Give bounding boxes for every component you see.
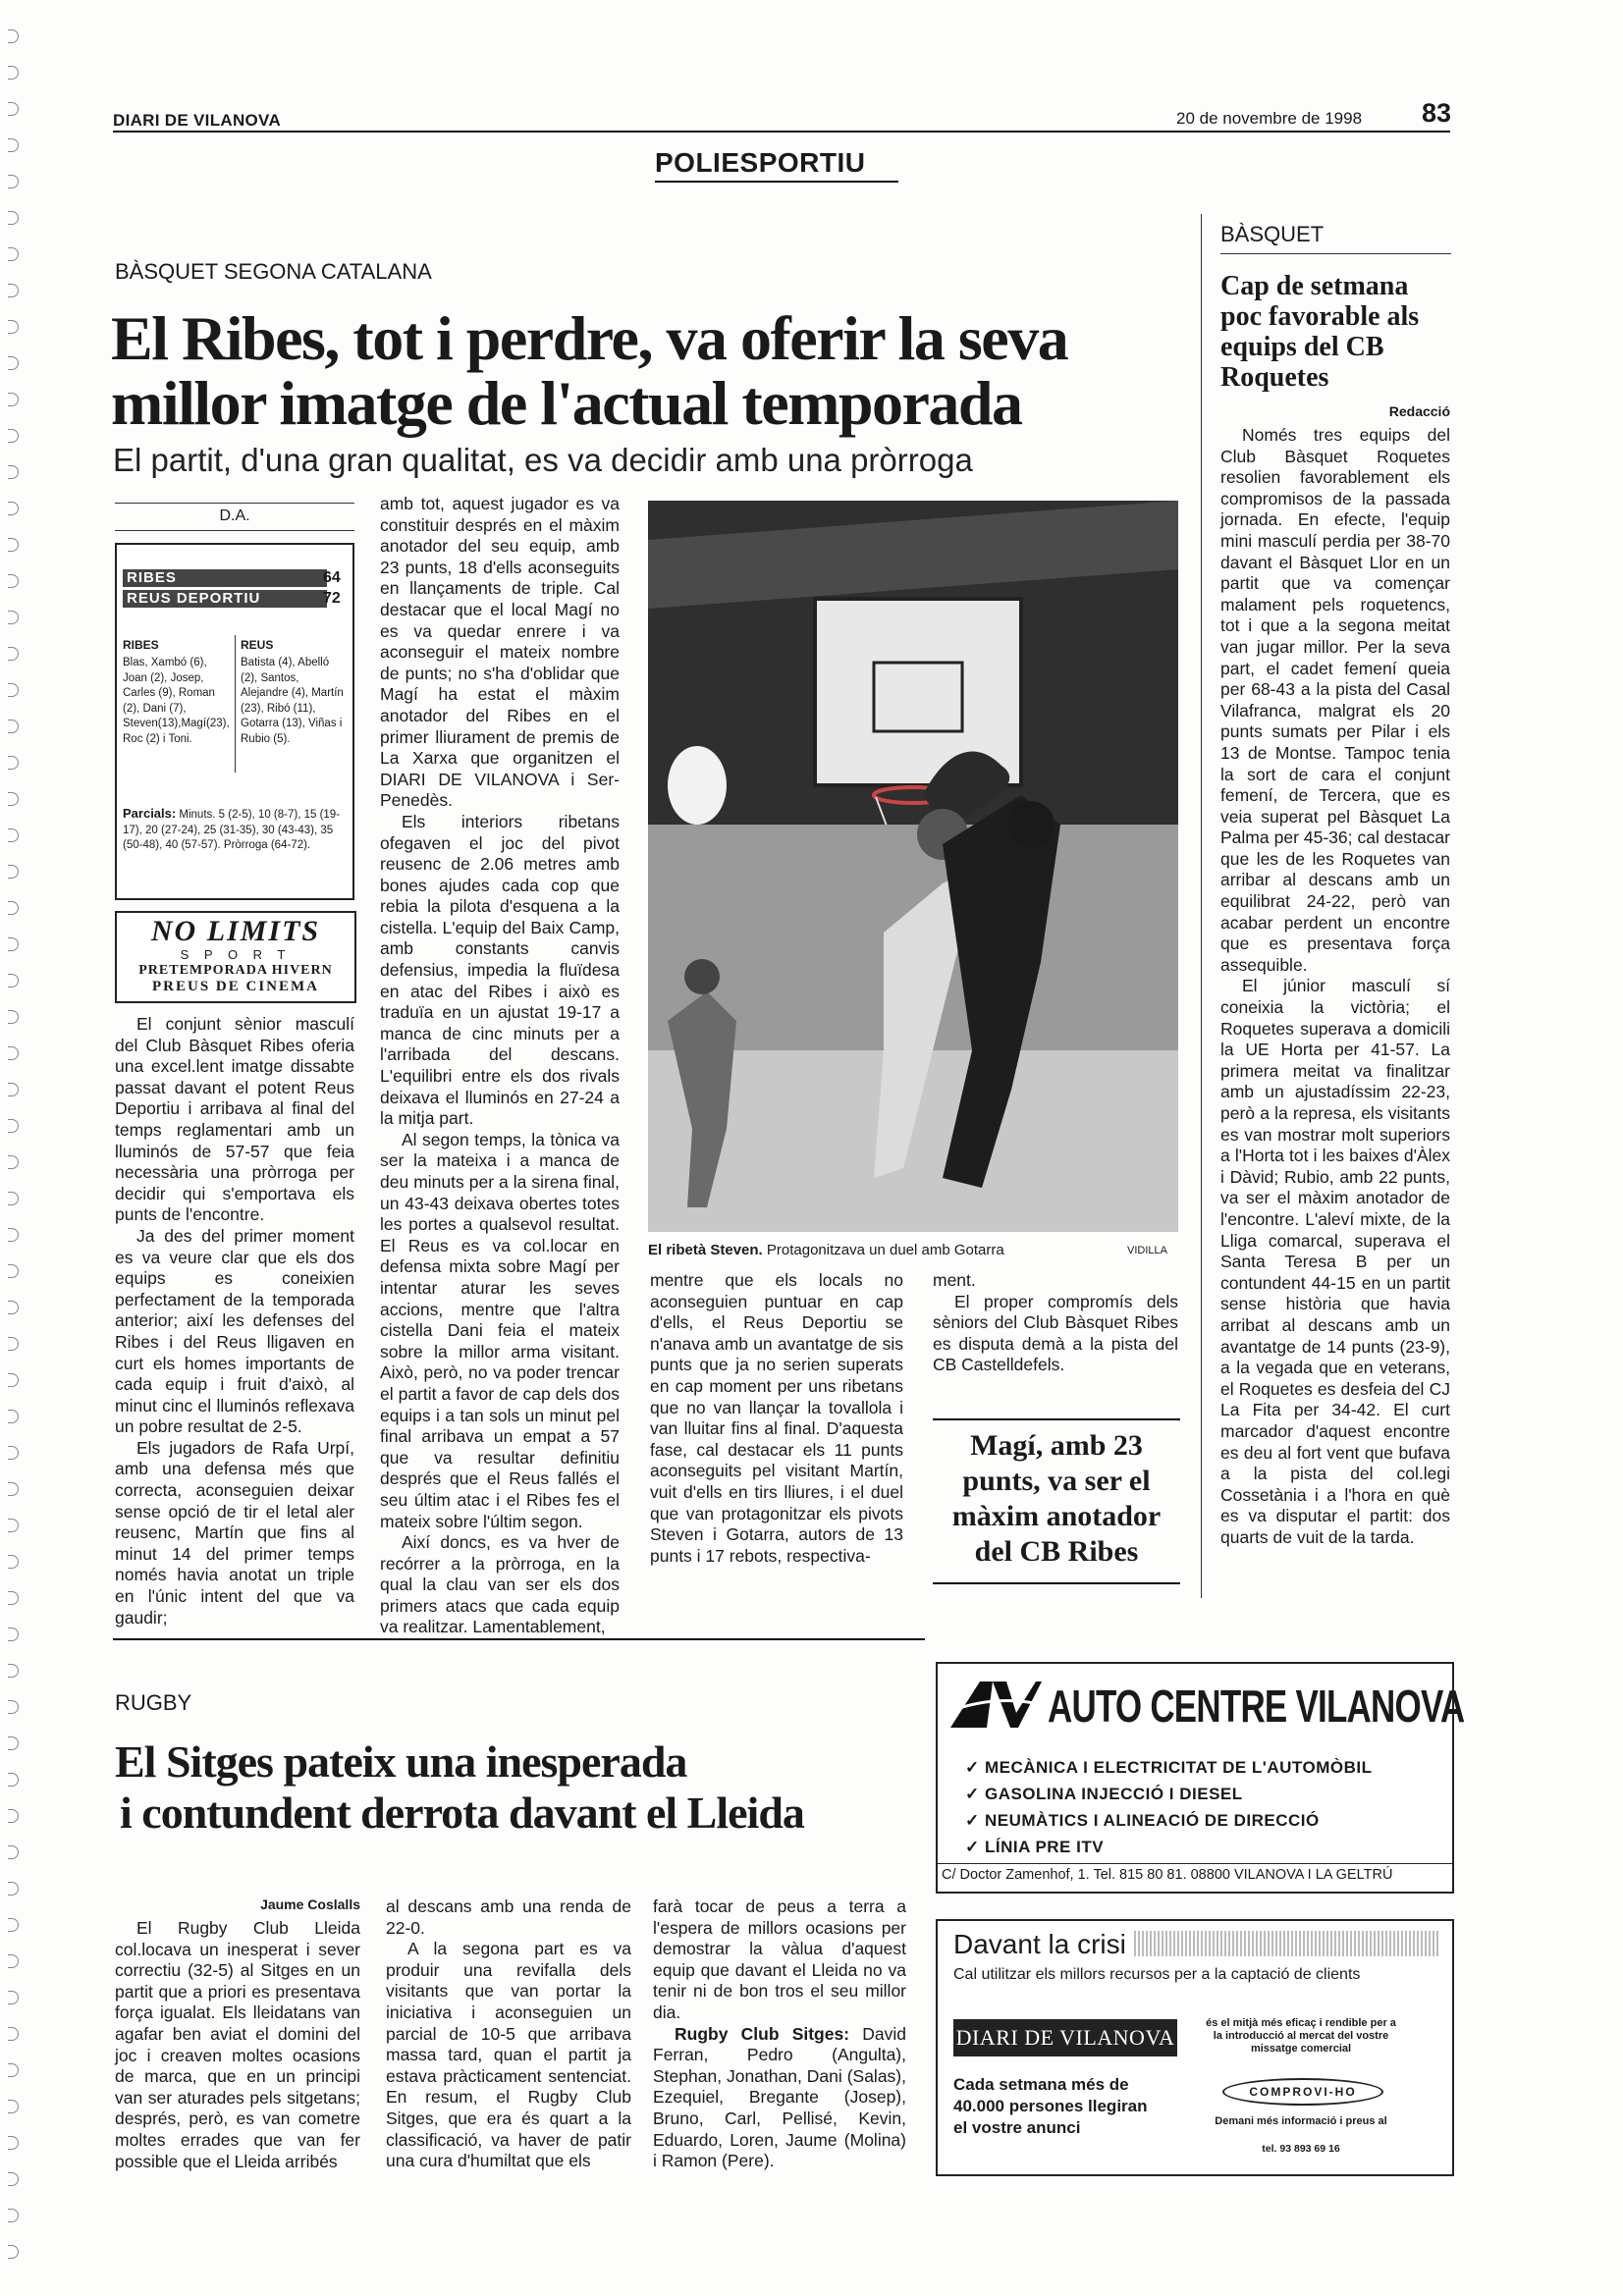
main-kicker: BÀSQUET SEGONA CATALANA — [115, 259, 432, 284]
binder-hole — [8, 901, 19, 915]
pullquote-rule-top — [933, 1418, 1180, 1420]
binder-hole — [8, 1301, 19, 1314]
binder-hole — [8, 1991, 19, 2004]
binder-hole — [8, 1337, 19, 1351]
binder-hole — [8, 2063, 19, 2077]
main-col1-p1: El conjunt sènior masculí del Club Bàsquet Ribes oferia una excel.lent imatge dissabte passat davant el potent Reus Deportiu i arribava al final del temps reglamentari amb un lluminós de 57-57 que feia necessària una pròrroga per decidir qui s'emportava els punts de l'encontre. — [115, 1014, 354, 1225]
crisi-info: Demani més informació i preus al — [1215, 2115, 1387, 2127]
auto-item-text: NEUMÀTICS I ALINEACIÓ DE DIRECCIÓ — [984, 1811, 1320, 1830]
binder-hole — [8, 1519, 19, 1532]
rugby-roster-label: Rugby Club Sitges: — [675, 2023, 850, 2044]
binder-hole — [8, 393, 19, 406]
header-rule — [113, 131, 1450, 133]
pullquote: Magí, amb 23 punts, va ser el màxim anotador del CB Ribes — [951, 1429, 1162, 1568]
binder-hole — [8, 465, 19, 479]
rugby-col2 — [386, 1896, 631, 2172]
crisi-claim3: el vostre anunci — [953, 2118, 1081, 2137]
auto-name: AUTO CENTRE VILANOVA — [1048, 1681, 1465, 1732]
main-col1 — [115, 1014, 354, 1629]
auto-item-text: LÍNIA PRE ITV — [984, 1838, 1105, 1856]
binder-hole — [8, 1264, 19, 1278]
auto-item: ✓ NEUMÀTICS I ALINEACIÓ DE DIRECCIÓ — [965, 1811, 1320, 1830]
binder-holes — [0, 29, 29, 2287]
section-title: POLIESPORTIU — [655, 147, 866, 178]
photo-caption-bold: El ribetà Steven. — [648, 1242, 763, 1258]
binder-hole — [8, 175, 19, 188]
rugby-col1-text: El Rugby Club Lleida col.locava un inesperat i sever correctiu (32-5) al Sitges en un partit que a priori es presentava força igualat. Els lleidatans van agafar ben aviat el domini del joc i creaven moltes ocasions de marca, que en un principi van ser aturades pels sitgetans; després, però, es van cometre moltes errades que van fer possible que el Lleida arribés — [115, 1918, 360, 2171]
masthead-date: 20 de novembre de 1998 — [1176, 109, 1363, 128]
binder-hole — [8, 1882, 19, 1896]
binder-hole — [8, 2100, 19, 2113]
binder-hole — [8, 1046, 19, 1060]
page-number: 83 — [1422, 98, 1452, 128]
binder-hole — [8, 211, 19, 225]
basketball-photo-drawing — [648, 501, 1178, 1232]
section-underline — [655, 181, 898, 183]
pullquote-rule-bottom — [933, 1582, 1180, 1584]
auto-item-text: MECÀNICA I ELECTRICITAT DE L'AUTOMÒBIL — [984, 1758, 1373, 1777]
binder-hole — [8, 502, 19, 515]
binder-hole — [8, 574, 19, 588]
main-col2-p1: amb tot, aquest jugador es va constituir després en el màxim anotador del seu equip, amb 23 punts, 18 d'ells aconseguits en llançaments de triple. Cal destacar que el local Magí no es va quedar enrere i va aconseguir el mateix nombre de punts; no s'ha d'oblidar que Magí ha estat el màxim anotador del Ribes en el primer lliurament de premis de La Xarxa que organitzen el DIARI DE VILANOVA i Ser-Penedès. — [380, 494, 620, 811]
sidebar-kicker-rule — [1220, 253, 1451, 254]
binder-hole — [8, 1410, 19, 1423]
score-partials-text: Minuts. 5 (2-5), 10 (8-7), 15 (19-17), 20 (27-24), 25 (31-35), 30 (43-43), 35 (50-48), 40 (57-57). Pròrroga (64-72). — [123, 809, 341, 851]
main-col4-text: El proper compromís dels sèniors del Club Bàsquet Ribes es disputa demà a la pista del CB Castelldefels. — [933, 1291, 1178, 1375]
binder-hole — [8, 1119, 19, 1133]
photo-caption — [648, 1242, 1004, 1258]
photo-credit: VIDILLA — [1127, 1245, 1167, 1256]
binder-hole — [8, 1809, 19, 1823]
main-col2-p2: Els interiors ribetans ofegaven el joc del pivot reusenc de 2.06 metres amb bones ajudes cada cop que rebia la pilota d'esquena a la cistella. L'equip del Baix Camp, amb constants canvis defensius, impedia la fluïdesa en atac del Ribes i això es traduïa en un ajustat 19-17 a manca de cinc minuts per a l'arribada del descans. L'equilibri entre els dos rivals deixava el lluminós en 27-24 a la mitja part. — [380, 811, 620, 1129]
score-col1-title: RIBES — [123, 638, 159, 652]
binder-hole — [8, 865, 19, 879]
binder-hole — [8, 1700, 19, 1714]
main-byline: D.A. — [219, 507, 250, 524]
binder-hole — [8, 1954, 19, 1968]
binder-hole — [8, 1591, 19, 1605]
auto-item: ✓ MECÀNICA I ELECTRICITAT DE L'AUTOMÒBIL — [965, 1758, 1373, 1777]
binder-hole — [8, 247, 19, 261]
binder-hole — [8, 1446, 19, 1460]
main-title-line2: millor imatge de l'actual temporada — [111, 368, 1022, 438]
rugby-top-rule — [113, 1638, 925, 1640]
score-divider — [235, 635, 236, 773]
main-col1-p2: Ja des del primer moment es va veure clar que els dos equips es coneixien perfectament de la temporada anterior; així les defenses del Ribes i del Reus lligaven en curt els homes importants de cada equip i fruit d'això, al minut cinc el lluminós reflexava un pobre resultat de 2-5. — [115, 1225, 354, 1437]
binder-hole — [8, 756, 19, 770]
binder-hole — [8, 1845, 19, 1859]
binder-hole — [8, 1482, 19, 1496]
basketball-photo — [648, 501, 1178, 1232]
main-col2 — [380, 494, 620, 1638]
main-col1-p3: Els jugadors de Rafa Urpí, amb una defensa més que correcta, aconseguien deixar sense opció de tir el letal aler reusenc, Martín que fins al minut 14 del primer temps només havia anotat un triple en l'únic intent del que va gaudir; — [115, 1437, 354, 1628]
binder-hole — [8, 1155, 19, 1169]
rugby-col3-text: farà tocar de peus a terra a l'espera de millors ocasions per demostrar la vàlua d'aquest equip que davant el Lleida no va tenir ni de bon tros el seu millor dia. — [653, 1896, 906, 2022]
binder-hole — [8, 1373, 19, 1387]
crisi-subtitle: Cal utilitzar els millors recursos per a la captació de clients — [953, 1966, 1361, 1983]
binder-hole — [8, 1555, 19, 1569]
nolimits-logo: NO LIMITS — [150, 915, 321, 947]
binder-hole — [8, 937, 19, 951]
binder-hole — [8, 828, 19, 842]
crisi-claim1: Cada setmana més de — [953, 2075, 1129, 2094]
rugby-title-line1: El Sitges pateix una inesperada — [115, 1736, 687, 1787]
binder-hole — [8, 1010, 19, 1024]
nolimits-line2: PREUS DE CINEMA — [151, 979, 319, 994]
main-col4-start: ment. — [933, 1270, 976, 1290]
binder-hole — [8, 356, 19, 370]
rugby-roster-text: David Ferran, Pedro (Angulta), Stephan, Jonathan, Dani (Salas), Ezequiel, Bregante (Josep), Bruno, Carl, Pellisé, Kevin, Eduardo, Loren, Jaume (Molina) i Ramon (Pere). — [653, 2023, 906, 2171]
auto-address: C/ Doctor Zamenhof, 1. Tel. 815 80 81. 08800 VILANOVA I LA GELTRÚ — [942, 1867, 1393, 1883]
score-partials-label: Parcials: — [123, 806, 177, 821]
binder-hole — [8, 792, 19, 806]
crisi-tel: tel. 93 893 69 16 — [1262, 2143, 1340, 2155]
score-col1-text: Blas, Xambó (6), Joan (2), Josep, Carles (9), Roman (2), Dani (7), Steven(13),Magí(23), Roc (2) i Toni. — [123, 657, 230, 745]
ad-nolimits — [115, 911, 356, 1003]
rugby-byline: Jaume Coslalls — [260, 1896, 360, 1912]
binder-hole — [8, 2209, 19, 2222]
scorebox — [115, 543, 354, 900]
binder-hole — [8, 29, 19, 43]
binder-hole — [8, 974, 19, 988]
binder-hole — [8, 647, 19, 661]
auto-item: ✓ GASOLINA INJECCIÓ I DIESEL — [965, 1785, 1243, 1803]
rugby-col3 — [653, 1896, 906, 2172]
rugby-col2-start: al descans amb una renda de 22-0. — [386, 1896, 631, 1938]
binder-hole — [8, 2027, 19, 2041]
binder-hole — [8, 284, 19, 297]
auto-logo-icon — [946, 1674, 1044, 1735]
score-col2-title: REUS — [241, 638, 274, 652]
auto-item: ✓ LÍNIA PRE ITV — [965, 1838, 1105, 1856]
nolimits-line1: PRETEMPORADA HIVERN — [138, 963, 333, 978]
sidebar-title: Cap de setmana poc favorable als equips del CB Roquetes — [1220, 271, 1420, 393]
binder-hole — [8, 1628, 19, 1641]
binder-hole — [8, 683, 19, 697]
byline-rule-bottom — [115, 530, 354, 531]
binder-hole — [8, 1918, 19, 1932]
score-col2-text: Batista (4), Abelló (2), Santos, Alejandre (4), Martín (23), Ribó (11), Gotarra (13), Viñas i Rubio (5). — [241, 657, 344, 745]
binder-hole — [8, 320, 19, 334]
auto-item-text: GASOLINA INJECCIÓ I DIESEL — [984, 1785, 1243, 1803]
binder-hole — [8, 1192, 19, 1205]
auto-logo — [946, 1674, 1044, 1735]
binder-hole — [8, 1083, 19, 1096]
binder-hole — [8, 1228, 19, 1242]
crisi-title: Davant la crisi — [953, 1929, 1132, 1960]
score-value2: 72 — [323, 590, 341, 607]
main-col3-text: mentre que els locals no aconseguien puntuar en cap d'ells, el Reus Deportiu se n'anava amb un avantatge de sis punts que ja no serien superats en cap moment per uns ribetans que no van llançar la tovallola i van lluitar fins al final. D'aquesta fase, cal destacar els 11 punts aconseguits pel visitant Martín, vuit d'ells en tirs lliures, i el duel que van protagonitzar els pivots Steven i Gotarra, autors de 13 punts i 17 rebots, respectiva- — [650, 1270, 903, 1566]
rugby-kicker: RUGBY — [115, 1690, 192, 1715]
sidebar-body — [1220, 425, 1450, 1548]
sidebar-byline: Redacció — [1388, 403, 1450, 419]
binder-hole — [8, 2136, 19, 2150]
binder-hole — [8, 538, 19, 552]
score-value1: 64 — [323, 569, 341, 586]
binder-hole — [8, 66, 19, 80]
binder-hole — [8, 611, 19, 624]
main-title-line1: El Ribes, tot i perdre, va oferir la seva — [111, 303, 1068, 373]
rugby-roster — [653, 2024, 906, 2172]
crisi-right-text: és el mitjà més eficaç i rendible per a la introducció al mercat del vostre missatge comercial — [1206, 2017, 1396, 2055]
sidebar-p2: El júnior masculí sí coneixia la victòria; el Roquetes superava a domicili la UE Horta per 41-57. La primera meitat va finalitzar amb un ajustadíssim 22-23, però a la represa, els visitants es van mostrar molt superiors a l'Horta tot i les baixes d'Àlex i Dàvid; Rubio, amb 22 punts, va ser el màxim anotador de l'encontre. L'aleví mixte, de la Lliga comarcal, superava el Santa Teresa B per un contundent 44-15 en un partit sense història que havia arribat al descans amb un avantatge de 14 punts (23-9), a la vegada que en veterans, el Roquetes es desfeia del CJ La Fita per 34-42. El curt marcador d'aquest encontre es deu al fort vent que bufava a la pista del col.legi Cossetània i a l'hora en què es va disputar el partit: dos quarts de vuit de la tarda. — [1220, 976, 1450, 1547]
auto-items — [965, 1754, 1372, 1860]
masthead-paper: DIARI DE VILANOVA — [113, 111, 282, 130]
binder-hole — [8, 1664, 19, 1678]
binder-hole — [8, 102, 19, 116]
binder-hole — [8, 138, 19, 152]
crisi-claim2: 40.000 persones llegiran — [953, 2097, 1148, 2115]
main-subtitle: El partit, d'una gran qualitat, es va decidir amb una pròrroga — [113, 442, 973, 478]
ad-auto-centre — [936, 1662, 1465, 1894]
binder-hole — [8, 720, 19, 733]
nolimits-sub: S P O R T — [180, 947, 292, 962]
photo-caption-text: Protagonitzava un duel amb Gotarra — [766, 1242, 1004, 1258]
score-partials — [123, 806, 345, 854]
binder-hole — [8, 2245, 19, 2259]
sidebar-p1: Només tres equips del Club Bàsquet Roquetes resolien favorablement els compromisos de la passada jornada. En efecte, l'equip mini masculí perdia per 38-70 davant el Bàsquet Llor en un partit que va començar malament pels roquetencs, tot i que a la segona meitat van jugar millor. Per la seva part, el cadet femení queia per 68-43 a la pista del Casal Vilafranca, malgrat els 20 punts sumats per Pilar i els 13 de Montse. Tampoc tenia la sort de cara el conjunt femení, de Tercera, que es veia superat pel Bàsquet La Palma per 45-36; cal destacar que les de les Roquetes van arribar al descans amb un equilibrat 24-22, però van acabar perdent un encontre que es presentava força assequible. — [1220, 425, 1450, 975]
sidebar-kicker: BÀSQUET — [1220, 222, 1325, 246]
binder-hole — [8, 2172, 19, 2186]
binder-hole — [8, 1736, 19, 1750]
binder-hole — [8, 1773, 19, 1787]
score-team1: RIBES — [123, 569, 327, 587]
sidebar-divider — [1201, 214, 1202, 1598]
rugby-col2-text: A la segona part es va produir una revifalla dels visitants que van portar la iniciativa i aconseguien un parcial de 10-5 que arribava massa tard, quan el partit ja estava pràcticament sentenciat. En resum, el Rugby Club Sitges, que era és quart a la classificació, va haver de patir una cura d'humiltat que els — [386, 1939, 631, 2171]
auto-rule — [938, 1863, 1452, 1864]
main-col2-p4: Així doncs, es va hver de recórrer a la pròrroga, en la qual la clau van ser els dos primers atacs que cada equip va realitzar. Lamentablement, — [380, 1532, 620, 1637]
rugby-title-line2: i contundent derrota davant el Lleida — [120, 1788, 804, 1838]
crisi-stamp: COMPROVI-HO — [1222, 2078, 1383, 2106]
crisi-claim — [953, 2074, 1148, 2139]
binder-hole — [8, 429, 19, 443]
score-team2: REUS DEPORTIU — [123, 590, 327, 608]
ad-davant-crisi — [936, 1919, 1454, 2176]
main-col4 — [933, 1270, 1178, 1376]
rugby-col1 — [115, 1918, 360, 2172]
main-col2-p3: Al segon temps, la tònica va ser la mateixa i a manca de deu minuts per a la sirena final, un 43-43 deixava obertes totes les portes a qualsevol resultat. El Reus es va col.locar en defensa mixta sobre Magí per intentar aturar les seves accions, mentre que l'altra cistella Dani feia el mateix sobre la millor arma visitant. Això, però, no va poder trencar el partit a favor de cap dels dos equips i a tan sols un minut pel final arribava un empat a 57 que va resultar definitiu després que el Reus fallés el seu últim atac i el Ribes fes el mateix sobre l'últim segon. — [380, 1129, 620, 1531]
main-col3 — [650, 1270, 903, 1567]
crisi-logo: DIARI DE VILANOVA — [953, 2019, 1177, 2056]
byline-rule — [115, 503, 354, 504]
